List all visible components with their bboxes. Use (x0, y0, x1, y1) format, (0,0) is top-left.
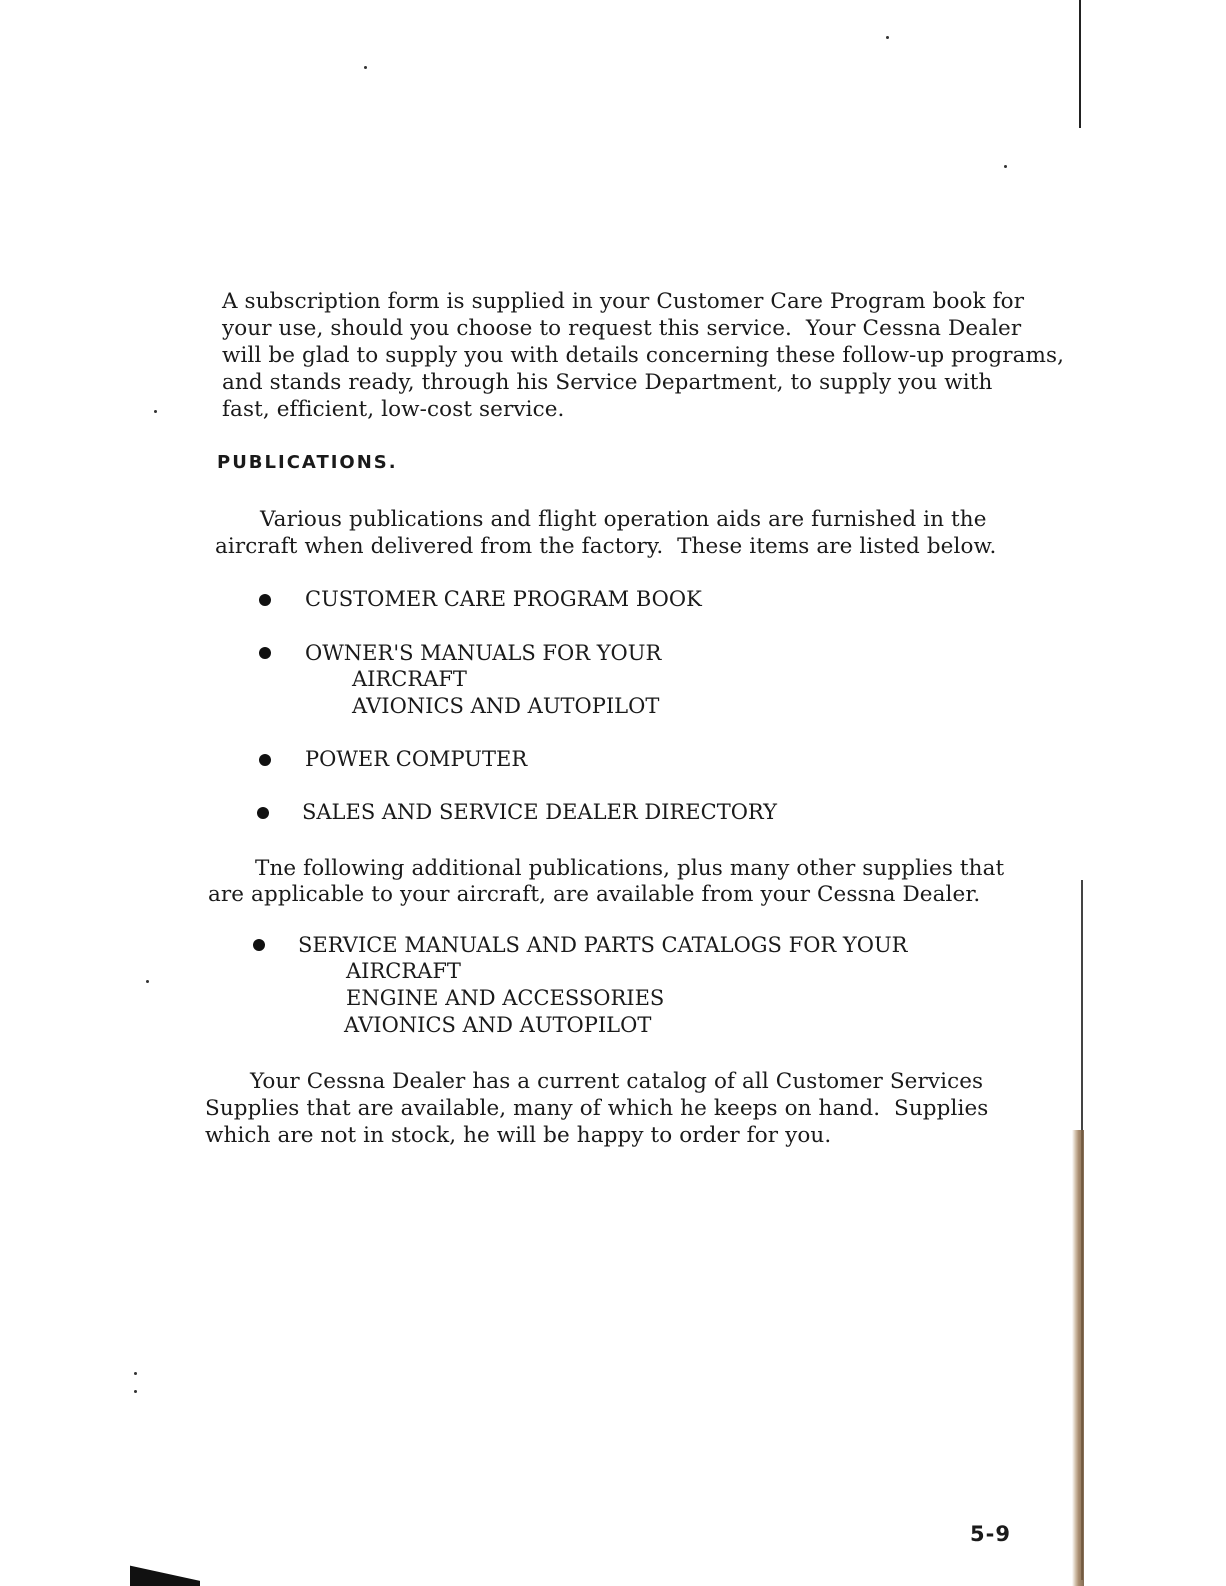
publications-intro-line: Various publications and flight operation aids are furnished in the (260, 507, 987, 532)
scan-speck (154, 410, 157, 413)
list-subitem: AVIONICS AND AUTOPILOT (344, 1013, 652, 1037)
additional-intro-line: are applicable to your aircraft, are available from your Cessna Dealer. (208, 882, 981, 907)
intro-line: will be glad to supply you with details concerning these follow-up programs, (222, 343, 1065, 368)
closing-line: Your Cessna Dealer has a current catalog of all Customer Services (250, 1069, 984, 1094)
bullet-icon (259, 594, 271, 606)
bullet-icon (259, 754, 271, 766)
intro-line: A subscription form is supplied in your Customer Care Program book for (222, 289, 1025, 314)
scan-corner-mark (130, 1552, 200, 1586)
scan-speck (886, 36, 889, 39)
bullet-icon (259, 647, 271, 659)
list-item: OWNER'S MANUALS FOR YOUR (305, 641, 662, 665)
scan-speck (134, 1390, 137, 1393)
scan-edge-line (1079, 0, 1081, 128)
bullet-icon (257, 807, 269, 819)
scan-page-edge (1072, 1130, 1084, 1586)
list-subitem: ENGINE AND ACCESSORIES (346, 986, 665, 1010)
scan-speck (146, 980, 149, 983)
additional-intro-line: Tne following additional publications, plus many other supplies that (255, 856, 1005, 881)
section-heading: PUBLICATIONS. (217, 452, 398, 473)
list-item: SERVICE MANUALS AND PARTS CATALOGS FOR YOUR (298, 933, 908, 957)
scan-speck (134, 1372, 137, 1375)
list-item: SALES AND SERVICE DEALER DIRECTORY (302, 800, 777, 824)
closing-line: which are not in stock, he will be happy to order for you. (205, 1123, 832, 1148)
closing-line: Supplies that are available, many of which he keeps on hand. Supplies (205, 1096, 989, 1121)
intro-line: your use, should you choose to request this service. Your Cessna Dealer (222, 316, 1022, 341)
bullet-icon (253, 939, 265, 951)
list-subitem: AVIONICS AND AUTOPILOT (352, 694, 660, 718)
publications-intro-line: aircraft when delivered from the factory. These items are listed below. (215, 534, 997, 559)
list-item: POWER COMPUTER (305, 747, 528, 771)
scan-speck (364, 66, 367, 69)
list-subitem: AIRCRAFT (346, 959, 461, 983)
list-item: CUSTOMER CARE PROGRAM BOOK (305, 587, 702, 611)
intro-line: fast, efficient, low-cost service. (222, 397, 565, 422)
list-subitem: AIRCRAFT (352, 667, 467, 691)
scan-speck (1004, 165, 1007, 168)
intro-line: and stands ready, through his Service Department, to supply you with (222, 370, 993, 395)
page-number: 5-9 (970, 1522, 1011, 1546)
